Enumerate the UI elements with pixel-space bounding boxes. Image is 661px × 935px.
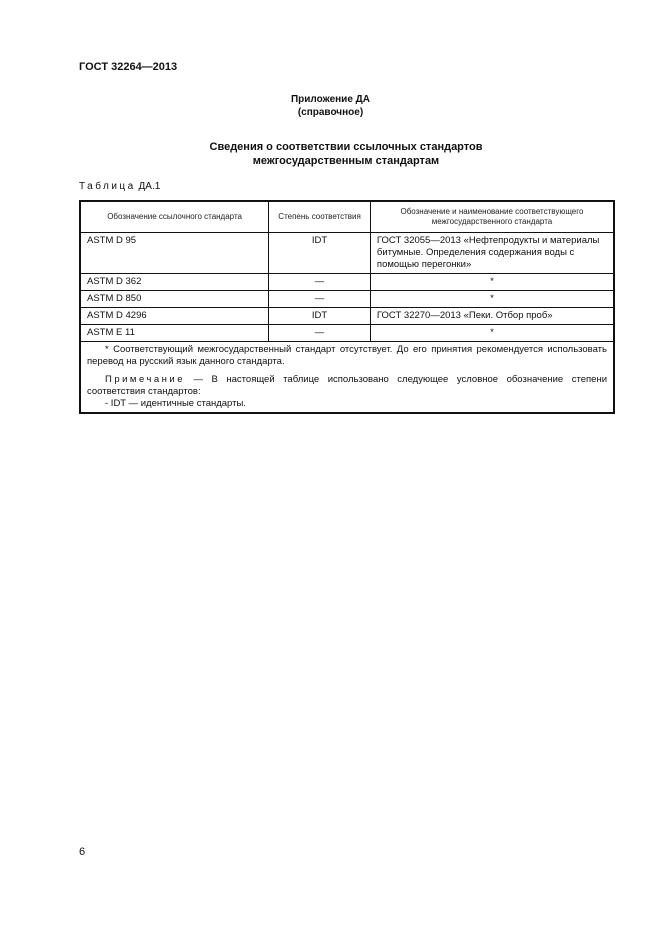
- appendix-subtitle: (справочное): [297, 107, 364, 118]
- note-text: — В настоящей таблице использовано следующее условное обозначение степени соответствия стандартов:: [87, 374, 607, 397]
- document-code: ГОСТ 32264—2013: [79, 61, 178, 73]
- cell-ref: ASTM D 850: [80, 291, 269, 308]
- table-caption-number: ДА.1: [138, 181, 161, 192]
- table-header-row: [80, 201, 614, 233]
- table-row: [80, 291, 614, 308]
- cell-interstate: *: [370, 325, 614, 342]
- table-row: [80, 233, 614, 274]
- table-row: [80, 274, 614, 291]
- cell-degree: —: [269, 291, 371, 308]
- cell-interstate: *: [370, 291, 614, 308]
- note: [87, 374, 607, 398]
- cell-interstate: *: [370, 274, 614, 291]
- reference-standards-table: [79, 200, 615, 414]
- appendix-title: Приложение ДА: [290, 94, 371, 105]
- cell-degree: —: [269, 325, 371, 342]
- section-title-line-1: Сведения о соответствии ссылочных стандартов: [209, 141, 483, 153]
- table-notes: [80, 342, 614, 414]
- table-row: [80, 308, 614, 325]
- cell-ref: ASTM D 4296: [80, 308, 269, 325]
- table-caption: [79, 181, 160, 192]
- cell-degree: —: [269, 274, 371, 291]
- note-label: Примечание: [105, 374, 185, 385]
- page-number: 6: [79, 846, 86, 858]
- cell-ref: ASTM E 11: [80, 325, 269, 342]
- header-ref-standard: Обозначение ссылочного стандарта: [80, 201, 269, 233]
- footnote: * Соответствующий межгосударственный стандарт отсутствует. До его принятия рекомендуется использовать перевод на русский язык данного стандарта.: [87, 344, 607, 367]
- table-caption-label: Таблица: [79, 181, 136, 192]
- cell-interstate: ГОСТ 32055—2013 «Нефтепродукты и материалы битумные. Определения содержания воды с помощью перегонки»: [370, 233, 614, 274]
- cell-degree: IDT: [269, 233, 371, 274]
- section-title: [150, 140, 542, 168]
- cell-ref: ASTM D 362: [80, 274, 269, 291]
- cell-interstate: ГОСТ 32270—2013 «Пеки. Отбор проб»: [370, 308, 614, 325]
- table-row: [80, 325, 614, 342]
- cell-degree: IDT: [269, 308, 371, 325]
- table-notes-row: [80, 342, 614, 414]
- section-title-line-2: межгосударственным стандартам: [252, 155, 440, 167]
- note-item: - IDT — идентичные стандарты.: [105, 398, 246, 409]
- cell-ref: ASTM D 95: [80, 233, 269, 274]
- header-interstate-standard: Обозначение и наименование соответствующего межгосударственного стандарта: [370, 201, 614, 233]
- header-degree: Степень соответствия: [269, 201, 371, 233]
